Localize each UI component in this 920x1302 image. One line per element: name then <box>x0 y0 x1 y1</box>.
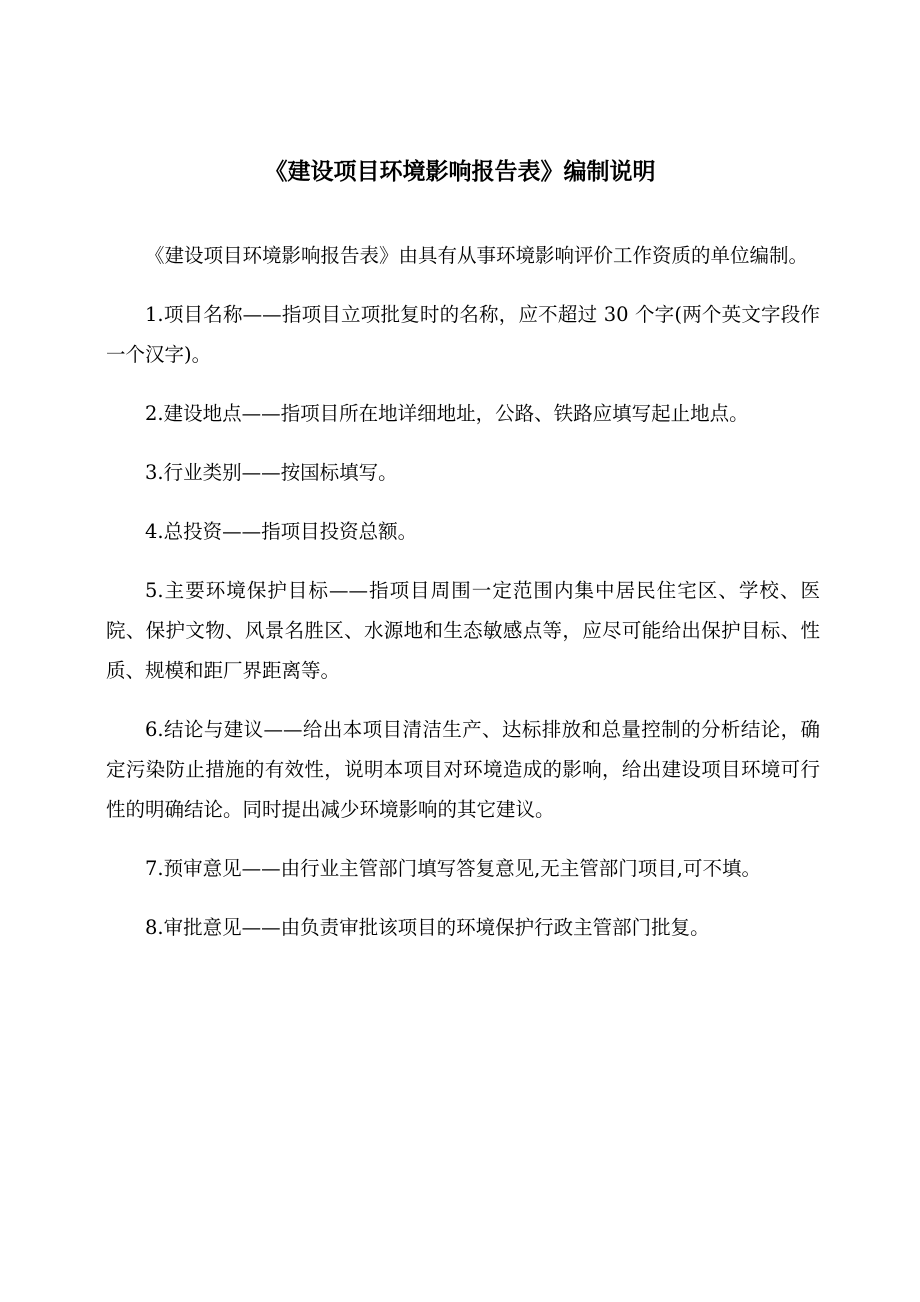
paragraph-item-6-conclusions: 6.结论与建议——给出本项目清洁生产、达标排放和总量控制的分析结论，确定污染防止措施的有效性，说明本项目对环境造成的影响，给出建设项目环境可行性的明确结论。同时提出减少环境影响的其它建议。 <box>106 718 820 821</box>
paragraph-intro: 《建设项目环境影响报告表》由具有从事环境影响评价工作资质的单位编制。 <box>145 244 809 267</box>
document-body <box>106 236 820 967</box>
paragraph-item-4-investment: 4.总投资——指项目投资总额。 <box>145 520 418 543</box>
paragraph-item-3-industry: 3.行业类别——按国标填写。 <box>145 461 398 484</box>
paragraph-item-5-protection-targets: 5.主要环境保护目标——指项目周围一定范围内集中居民住宅区、学校、医院、保护文物、风景名胜区、水源地和生态敏感点等，应尽可能给出保护目标、性质、规模和距厂界距离等。 <box>106 579 820 682</box>
paragraph-item-7-pre-review: 7.预审意见——由行业主管部门填写答复意见,无主管部门项目,可不填。 <box>145 857 762 880</box>
document-title: 《建设项目环境影响报告表》编制说明 <box>264 158 656 185</box>
paragraph-item-2-location: 2.建设地点——指项目所在地详细地址，公路、铁路应填写起止地点。 <box>145 402 749 425</box>
paragraph-item-1-project-name: 1.项目名称——指项目立项批复时的名称，应不超过 30 个字(两个英文字段作一个汉字)。 <box>106 303 820 366</box>
paragraph-item-8-approval: 8.审批意见——由负责审批该项目的环境保护行政主管部门批复。 <box>145 916 710 939</box>
